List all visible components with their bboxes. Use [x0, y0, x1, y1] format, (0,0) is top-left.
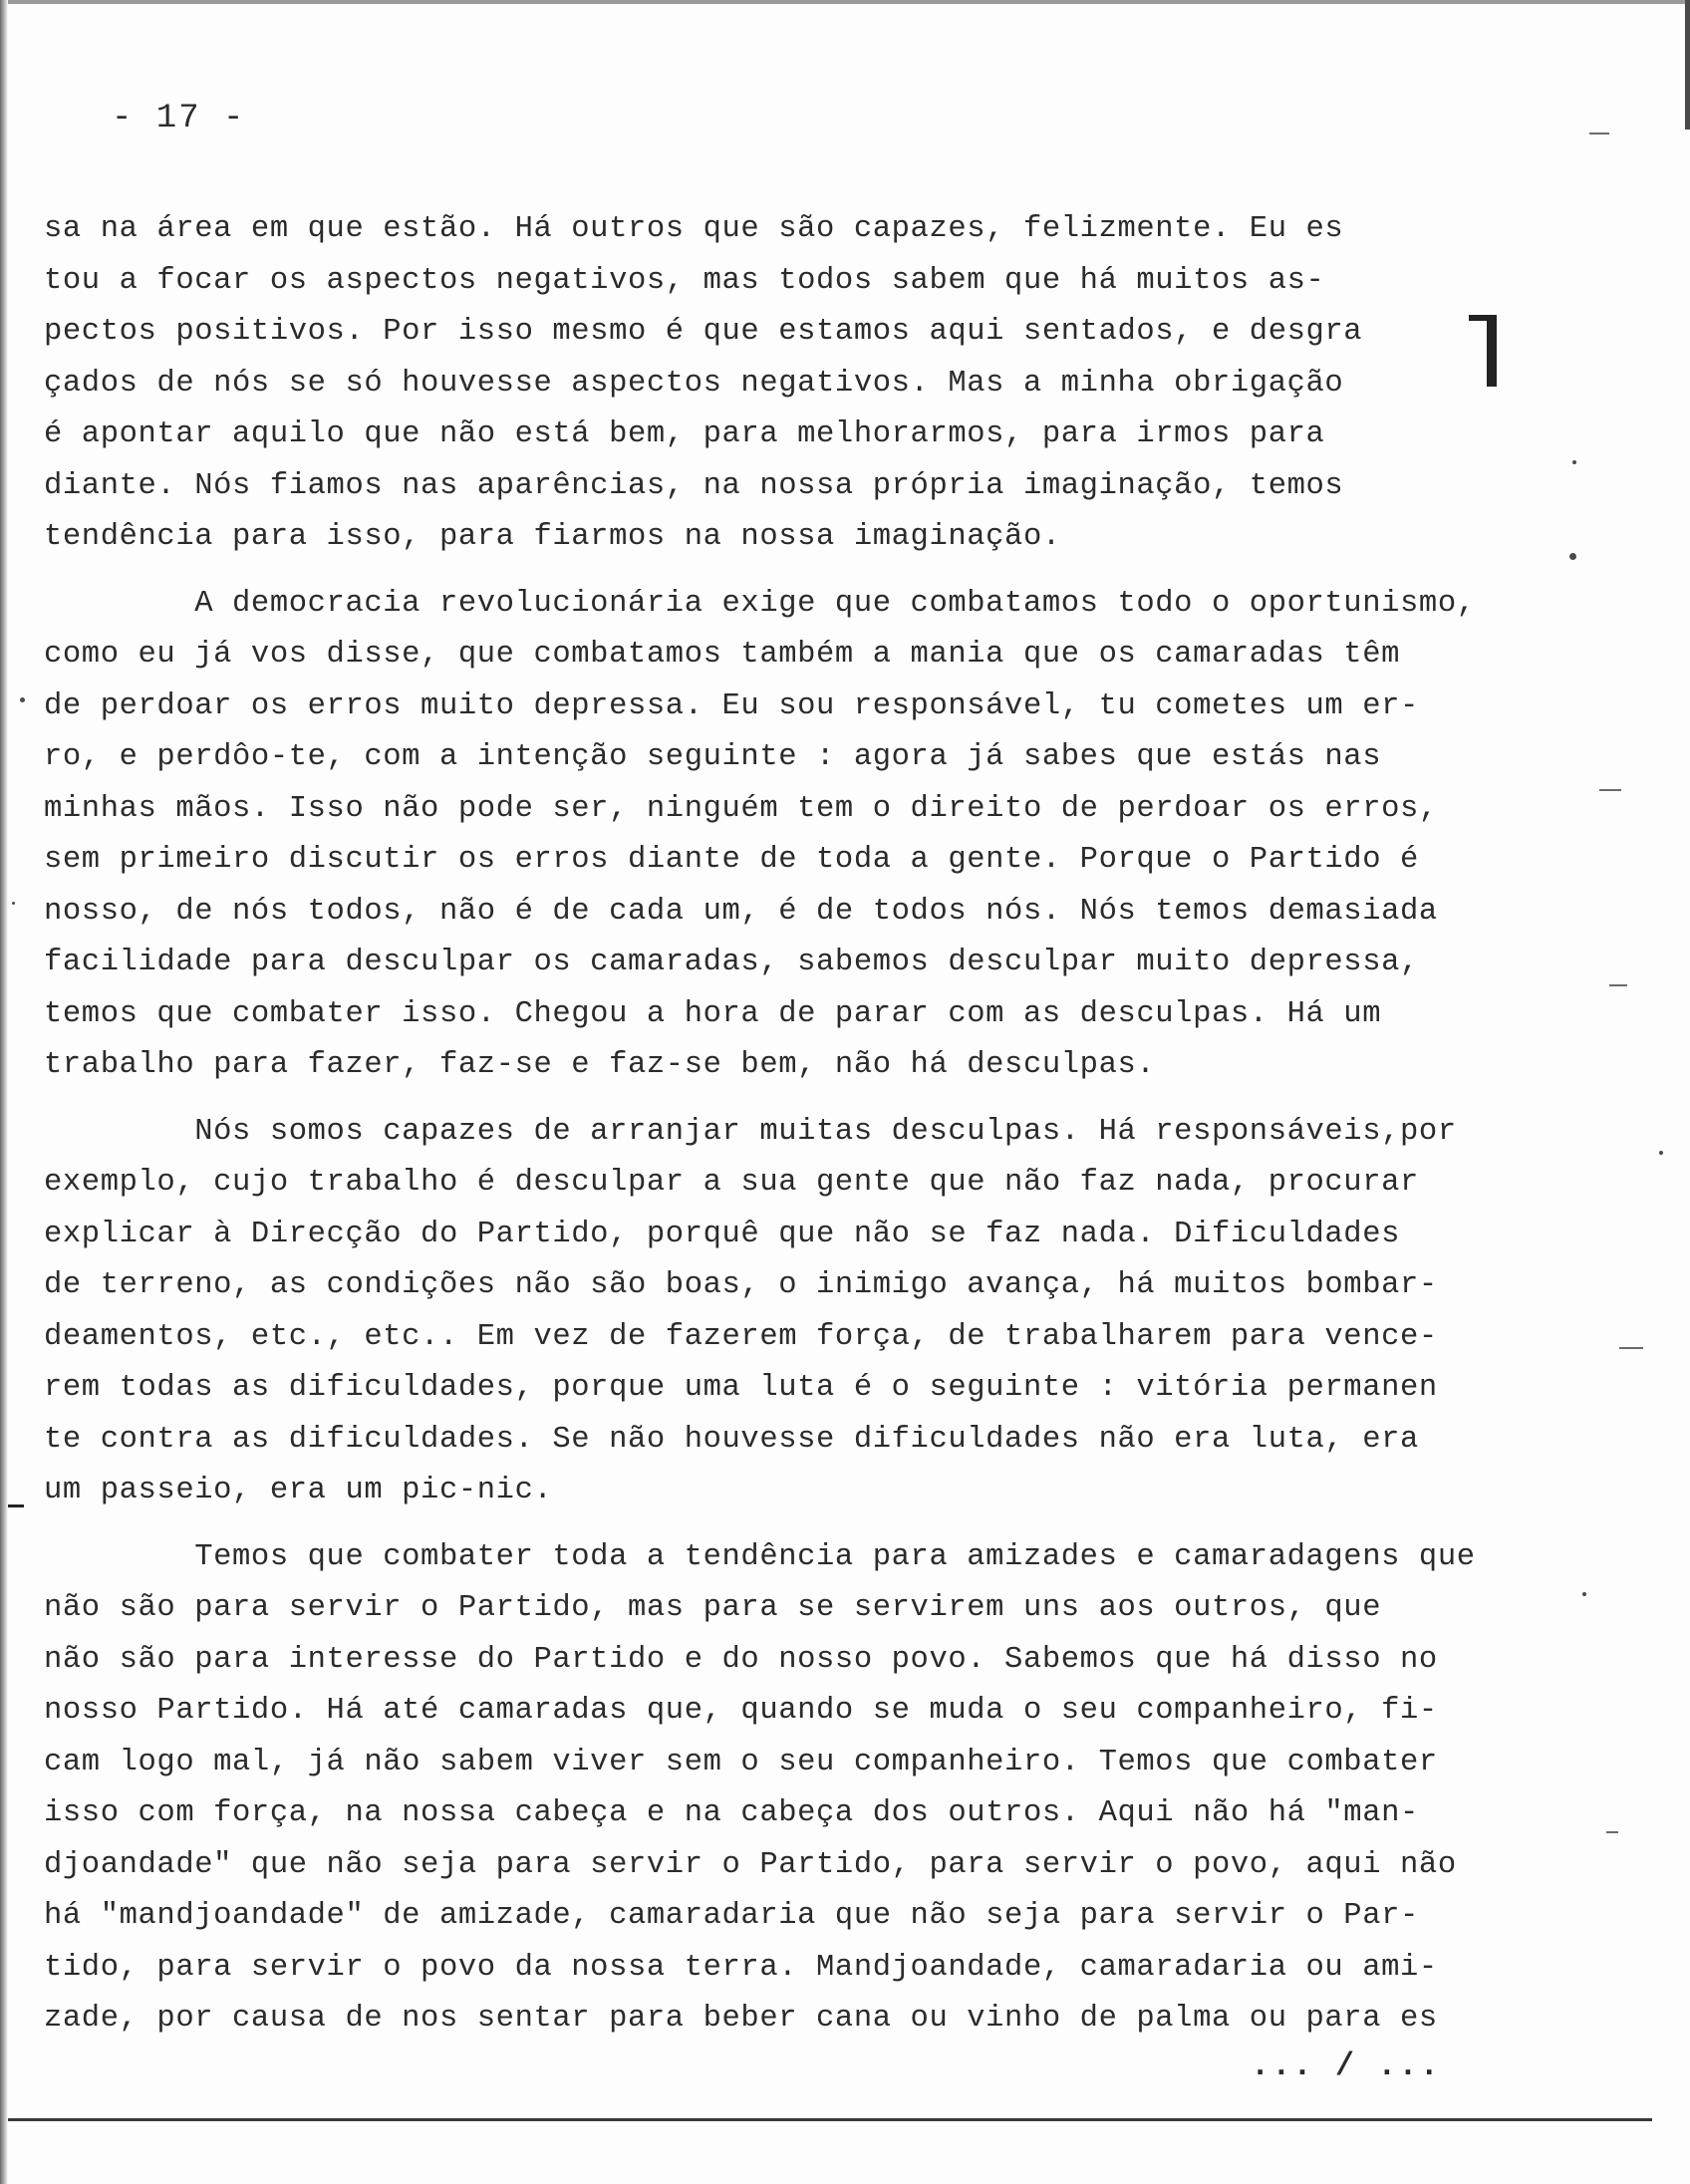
text-line: tido, para servir o povo da nossa terra. Mandjoandade, camaradaria ou ami- — [44, 1950, 1438, 1985]
text-line: Nós somos capazes de arranjar muitas desculpas. Há responsáveis,por — [44, 1114, 1457, 1149]
text-line: não são para interesse do Partido e do nosso povo. Sabemos que há disso no — [44, 1642, 1438, 1677]
scan-dash — [1589, 133, 1609, 135]
scan-border-bottom — [8, 2118, 1652, 2121]
paragraph-4 — [44, 1532, 1578, 2046]
text-line: tou a focar os aspectos negativos, mas todos sabem que há muitos as- — [44, 263, 1325, 298]
text-line: zade, por causa de nos sentar para beber cana ou vinho de palma ou para es — [44, 2002, 1438, 2036]
text-line: exemplo, cujo trabalho é desculpar a sua gente que não faz nada, procurar — [44, 1166, 1419, 1200]
scan-border-right — [1685, 0, 1690, 130]
text-line: de perdoar os erros muito depressa. Eu sou responsável, tu cometes um er- — [44, 688, 1419, 723]
text-line: cam logo mal, já não sabem viver sem o seu companheiro. Temos que combater — [44, 1745, 1438, 1779]
text-line: Temos que combater toda a tendência para amizades e camaradagens que — [44, 1539, 1476, 1574]
scan-dash — [1606, 1831, 1618, 1833]
margin-correction-mark — [1487, 315, 1497, 387]
scan-speck — [12, 902, 15, 905]
scan-speck — [1582, 1592, 1586, 1596]
text-line: trabalho para fazer, faz-se e faz-se bem, não há desculpas. — [44, 1048, 1156, 1082]
text-line: há "mandjoandade" de amizade, camaradaria que não seja para servir o Par- — [44, 1899, 1419, 1933]
body-text — [44, 204, 1578, 2046]
continuation-marker: ... / ... — [1251, 2048, 1441, 2084]
paragraph-gap — [44, 1517, 1578, 1532]
text-line: não são para servir o Partido, mas para se servirem uns aos outros, que — [44, 1591, 1382, 1625]
text-line: A democracia revolucionária exige que combatamos todo o oportunismo, — [44, 586, 1476, 621]
text-line: é apontar aquilo que não está bem, para melhorarmos, para irmos para — [44, 417, 1325, 451]
text-line: diante. Nós fiamos nas aparências, na nossa própria imaginação, temos — [44, 468, 1344, 503]
text-line: djoandade" que não seja para servir o Partido, para servir o povo, aqui não — [44, 1847, 1457, 1882]
scan-speck — [1572, 460, 1576, 464]
text-line: rem todas as dificuldades, porque uma luta é o seguinte : vitória permanen — [44, 1371, 1438, 1405]
text-line: çados de nós se só houvesse aspectos negativos. Mas a minha obrigação — [44, 366, 1344, 401]
text-line: tendência para isso, para fiarmos na nossa imaginação. — [44, 520, 1061, 554]
text-line: de terreno, as condições não são boas, o inimigo avança, há muitos bombar- — [44, 1268, 1438, 1302]
text-line: sem primeiro discutir os erros diante de toda a gente. Porque o Partido é — [44, 843, 1419, 877]
text-line: facilidade para desculpar os camaradas, sabemos desculpar muito depressa, — [44, 946, 1419, 979]
text-line: pectos positivos. Por isso mesmo é que estamos aqui sentados, e desgra — [44, 315, 1363, 349]
text-line: isso com força, na nossa cabeça e na cabeça dos outros. Aqui não há "man- — [44, 1796, 1419, 1830]
text-line: nosso Partido. Há até camaradas que, quando se muda o seu companheiro, fi- — [44, 1694, 1438, 1728]
text-line: ro, e perdôo-te, com a intenção seguinte : agora já sabes que estás nas — [44, 740, 1382, 774]
text-line: temos que combater isso. Chegou a hora de parar com as desculpas. Há um — [44, 996, 1382, 1031]
paragraph-gap — [44, 564, 1578, 579]
scan-border-left — [0, 0, 8, 2184]
text-line: deamentos, etc., etc.. Em vez de fazerem força, de trabalharem para vence- — [44, 1319, 1438, 1354]
text-line: te contra as dificuldades. Se não houvesse dificuldades não era luta, era — [44, 1422, 1419, 1457]
text-line: um passeio, era um pic-nic. — [44, 1474, 553, 1507]
paragraph-gap — [44, 1092, 1578, 1107]
paragraph-1 — [44, 204, 1578, 564]
scan-dash — [1599, 789, 1621, 791]
text-line: explicar à Direcção do Partido, porquê que não se faz nada. Dificuldades — [44, 1217, 1401, 1251]
scan-speck — [1569, 553, 1576, 560]
paragraph-2 — [44, 579, 1578, 1092]
text-line: nosso, de nós todos, não é de cada um, é de todos nós. Nós temos demasiada — [44, 894, 1438, 929]
scan-border-top — [0, 0, 1690, 4]
paragraph-3 — [44, 1107, 1578, 1517]
text-line: minhas mãos. Isso não pode ser, ninguém tem o direito de perdoar os erros, — [44, 791, 1438, 826]
scan-dash — [1609, 984, 1627, 986]
scan-dash — [8, 1504, 24, 1507]
text-line: sa na área em que estão. Há outros que são capazes, felizmente. Eu es — [44, 212, 1344, 246]
scan-speck — [1659, 1151, 1663, 1155]
text-line: como eu já vos disse, que combatamos também a mania que os camaradas têm — [44, 638, 1401, 672]
page-number: - 17 - — [112, 100, 246, 137]
scan-dash — [1619, 1347, 1643, 1349]
scan-speck — [20, 697, 25, 702]
